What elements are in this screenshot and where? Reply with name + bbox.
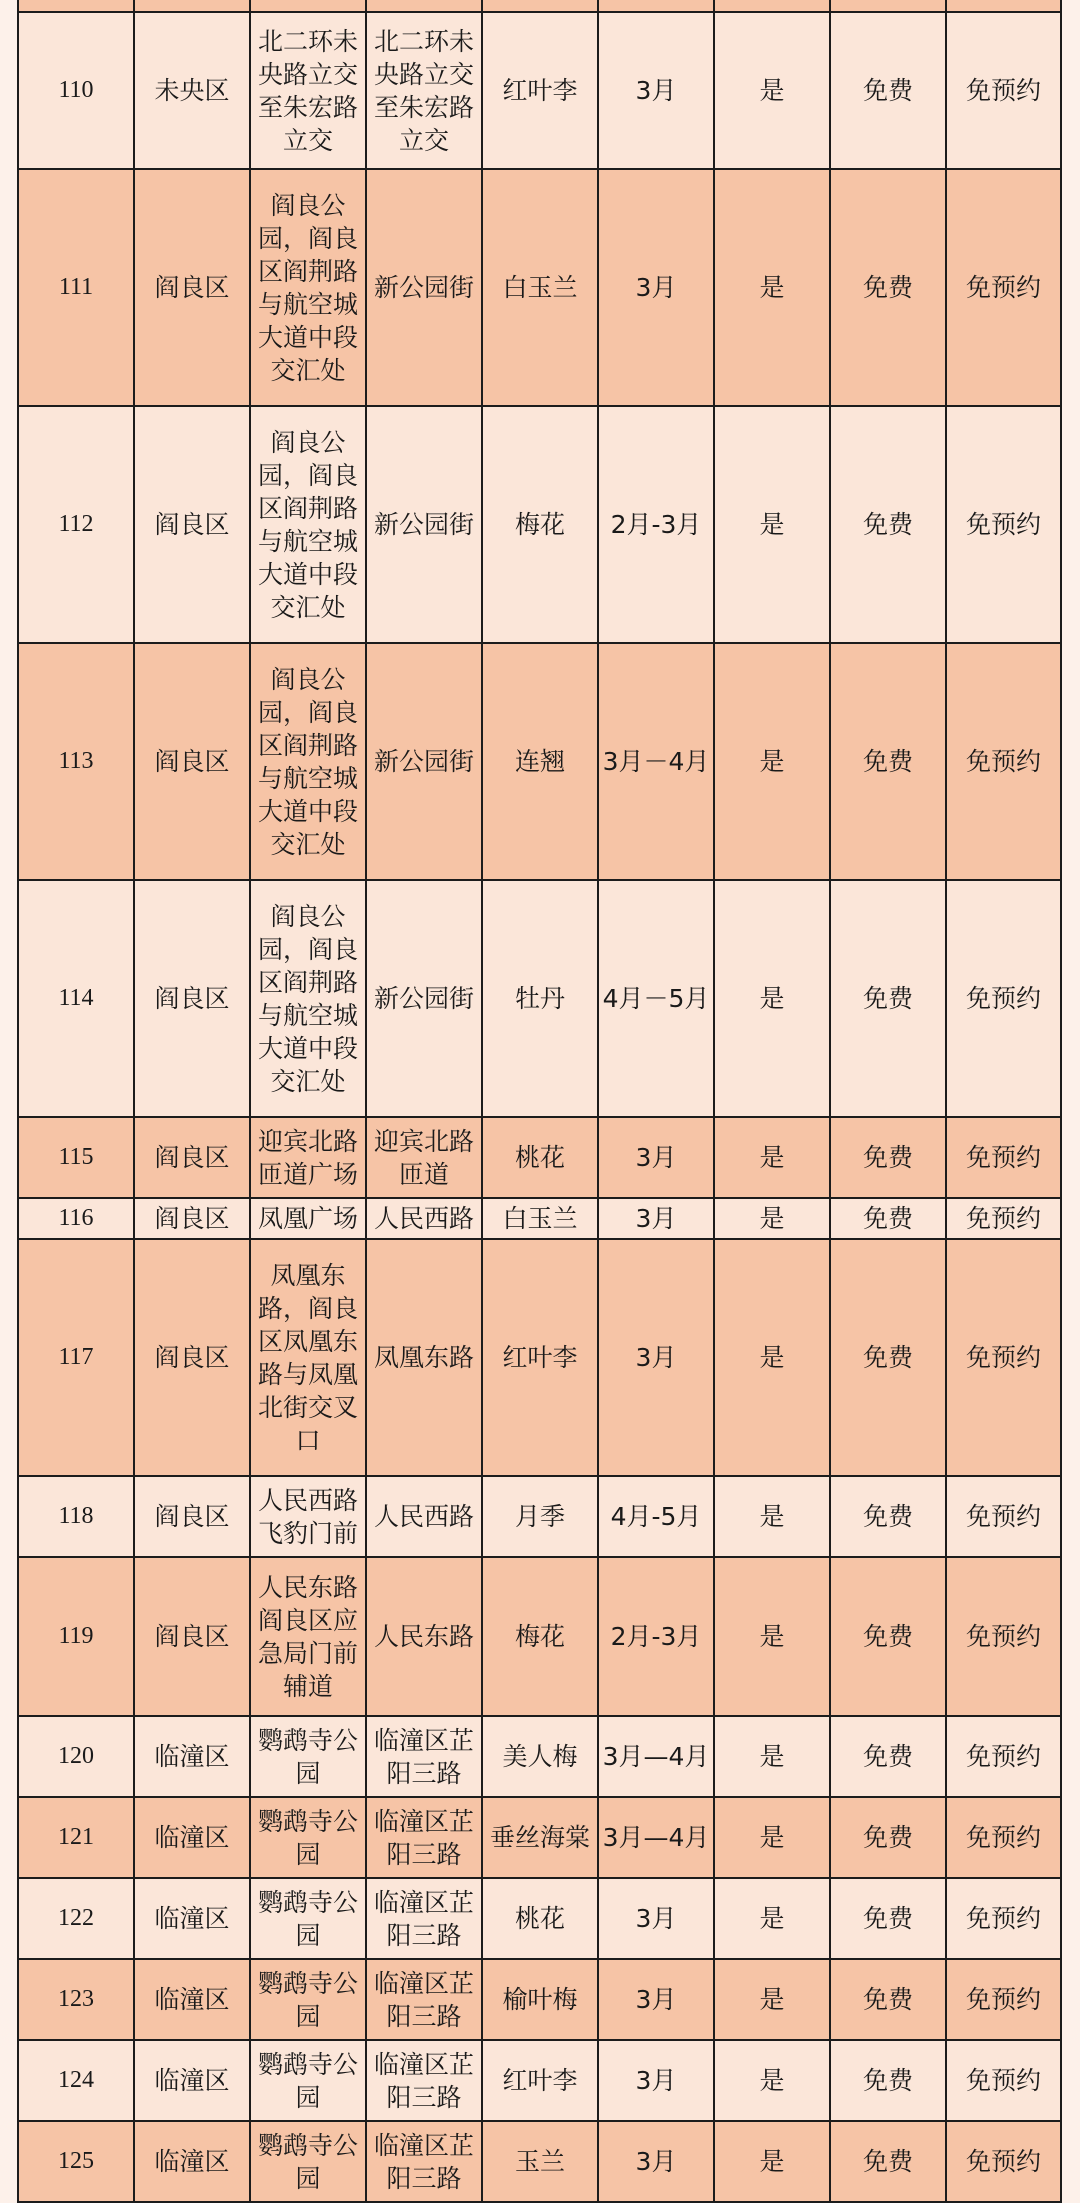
district-cell: 阎良区 <box>134 1557 250 1716</box>
table-row <box>18 1797 1061 1878</box>
bloom-period-cell: 3月 <box>598 1239 714 1476</box>
bloom-period-cell: 2月-3月 <box>598 406 714 643</box>
district-cell: 临潼区 <box>134 1716 250 1797</box>
plant-cell: 连翘 <box>482 643 598 880</box>
fee-cell: 免费 <box>830 1239 946 1476</box>
open-status-cell: 是 <box>714 169 830 406</box>
plant-cell: 红叶李 <box>482 2040 598 2121</box>
table-row <box>18 1878 1061 1959</box>
row-number-cell: 124 <box>18 2040 134 2121</box>
table-row <box>18 1117 1061 1198</box>
plant-cell: 白玉兰 <box>482 1198 598 1239</box>
bloom-period-cell: 3月 <box>598 12 714 169</box>
fee-cell: 免费 <box>830 1557 946 1716</box>
fee-cell: 免费 <box>830 1878 946 1959</box>
row-number-cell: 118 <box>18 1476 134 1557</box>
booking-cell: 免预约 <box>946 1797 1061 1878</box>
bloom-period-cell: 3月 <box>598 1959 714 2040</box>
booking-cell: 免预约 <box>946 12 1061 169</box>
row-number-cell: 116 <box>18 1198 134 1239</box>
fee-cell: 免费 <box>830 1476 946 1557</box>
table-row <box>18 880 1061 1117</box>
table-row <box>18 169 1061 406</box>
district-cell: 阎良区 <box>134 643 250 880</box>
location-cell: 阎良公园，阎良区阎荆路与航空城大道中段交汇处 <box>250 643 366 880</box>
street-cell: 临潼区芷阳三路 <box>366 2040 482 2121</box>
plant-cell: 美人梅 <box>482 1716 598 1797</box>
district-cell: 临潼区 <box>134 2121 250 2202</box>
flower-viewing-table <box>17 0 1062 2203</box>
open-status-cell: 是 <box>714 1557 830 1716</box>
booking-cell: 免预约 <box>946 1476 1061 1557</box>
row-number-cell: 111 <box>18 169 134 406</box>
booking-cell: 免预约 <box>946 643 1061 880</box>
district-cell: 阎良区 <box>134 169 250 406</box>
open-status-cell: 是 <box>714 1476 830 1557</box>
street-cell: 迎宾北路匝道 <box>366 1117 482 1198</box>
table-row <box>18 1716 1061 1797</box>
street-cell: 临潼区芷阳三路 <box>366 1878 482 1959</box>
booking-cell: 免预约 <box>946 1959 1061 2040</box>
street-cell: 临潼区芷阳三路 <box>366 1959 482 2040</box>
street-cell: 新公园街 <box>366 406 482 643</box>
street-cell: 临潼区芷阳三路 <box>366 2121 482 2202</box>
district-cell: 临潼区 <box>134 1797 250 1878</box>
street-cell: 北二环未央路立交至朱宏路立交 <box>366 12 482 169</box>
street-cell: 人民西路 <box>366 1476 482 1557</box>
table-row <box>18 1198 1061 1239</box>
table-row-partial <box>18 0 1061 12</box>
table-row <box>18 12 1061 169</box>
row-number-cell: 117 <box>18 1239 134 1476</box>
location-cell: 鹦鹉寺公园 <box>250 1959 366 2040</box>
open-status-cell: 是 <box>714 1239 830 1476</box>
plant-cell: 红叶李 <box>482 12 598 169</box>
table-row <box>18 406 1061 643</box>
location-cell: 鹦鹉寺公园 <box>250 1878 366 1959</box>
booking-cell: 免预约 <box>946 1198 1061 1239</box>
booking-cell: 免预约 <box>946 880 1061 1117</box>
fee-cell: 免费 <box>830 2121 946 2202</box>
table-row <box>18 643 1061 880</box>
booking-cell: 免预约 <box>946 1557 1061 1716</box>
open-status-cell: 是 <box>714 880 830 1117</box>
plant-cell: 垂丝海棠 <box>482 1797 598 1878</box>
street-cell: 凤凰东路 <box>366 1239 482 1476</box>
plant-cell: 红叶李 <box>482 1239 598 1476</box>
booking-cell: 免预约 <box>946 2121 1061 2202</box>
street-cell: 临潼区芷阳三路 <box>366 1716 482 1797</box>
plant-cell: 玉兰 <box>482 2121 598 2202</box>
location-cell: 凤凰广场 <box>250 1198 366 1239</box>
fee-cell: 免费 <box>830 406 946 643</box>
booking-cell: 免预约 <box>946 2040 1061 2121</box>
fee-cell: 免费 <box>830 1716 946 1797</box>
district-cell: 阎良区 <box>134 1239 250 1476</box>
open-status-cell: 是 <box>714 1797 830 1878</box>
location-cell: 鹦鹉寺公园 <box>250 2121 366 2202</box>
location-cell: 鹦鹉寺公园 <box>250 1716 366 1797</box>
open-status-cell: 是 <box>714 406 830 643</box>
bloom-period-cell: 4月－5月 <box>598 880 714 1117</box>
booking-cell: 免预约 <box>946 169 1061 406</box>
fee-cell: 免费 <box>830 1959 946 2040</box>
fee-cell: 免费 <box>830 643 946 880</box>
open-status-cell: 是 <box>714 2040 830 2121</box>
table-row <box>18 1959 1061 2040</box>
row-number-cell: 110 <box>18 12 134 169</box>
row-number-cell: 120 <box>18 1716 134 1797</box>
row-number-cell: 113 <box>18 643 134 880</box>
plant-cell: 桃花 <box>482 1117 598 1198</box>
district-cell: 阎良区 <box>134 1198 250 1239</box>
row-number-cell: 125 <box>18 2121 134 2202</box>
location-cell: 阎良公园，阎良区阎荆路与航空城大道中段交汇处 <box>250 406 366 643</box>
bloom-period-cell: 3月 <box>598 1117 714 1198</box>
bloom-period-cell: 3月 <box>598 2040 714 2121</box>
street-cell: 新公园街 <box>366 643 482 880</box>
plant-cell: 榆叶梅 <box>482 1959 598 2040</box>
plant-cell: 桃花 <box>482 1878 598 1959</box>
booking-cell: 免预约 <box>946 1239 1061 1476</box>
table-body <box>18 0 1061 2202</box>
street-cell: 人民西路 <box>366 1198 482 1239</box>
district-cell: 阎良区 <box>134 1476 250 1557</box>
street-cell: 新公园街 <box>366 169 482 406</box>
location-cell: 阎良公园，阎良区阎荆路与航空城大道中段交汇处 <box>250 880 366 1117</box>
street-cell: 人民东路 <box>366 1557 482 1716</box>
table-row <box>18 1239 1061 1476</box>
row-number-cell: 121 <box>18 1797 134 1878</box>
fee-cell: 免费 <box>830 12 946 169</box>
street-cell: 临潼区芷阳三路 <box>366 1797 482 1878</box>
bloom-period-cell: 3月 <box>598 169 714 406</box>
plant-cell: 梅花 <box>482 406 598 643</box>
fee-cell: 免费 <box>830 1797 946 1878</box>
open-status-cell: 是 <box>714 1198 830 1239</box>
table-row <box>18 2040 1061 2121</box>
fee-cell: 免费 <box>830 169 946 406</box>
table-row <box>18 1557 1061 1716</box>
bloom-period-cell: 3月—4月 <box>598 1797 714 1878</box>
row-number-cell: 119 <box>18 1557 134 1716</box>
plant-cell: 白玉兰 <box>482 169 598 406</box>
plant-cell: 月季 <box>482 1476 598 1557</box>
booking-cell: 免预约 <box>946 406 1061 643</box>
open-status-cell: 是 <box>714 1117 830 1198</box>
row-number-cell: 122 <box>18 1878 134 1959</box>
row-number-cell: 112 <box>18 406 134 643</box>
plant-cell: 牡丹 <box>482 880 598 1117</box>
bloom-period-cell: 3月—4月 <box>598 1716 714 1797</box>
fee-cell: 免费 <box>830 2040 946 2121</box>
table-container <box>17 0 1060 2193</box>
open-status-cell: 是 <box>714 1959 830 2040</box>
open-status-cell: 是 <box>714 1878 830 1959</box>
location-cell: 凤凰东路，阎良区凤凰东路与凤凰北街交叉口 <box>250 1239 366 1476</box>
row-number-cell: 123 <box>18 1959 134 2040</box>
row-number-cell: 114 <box>18 880 134 1117</box>
location-cell: 鹦鹉寺公园 <box>250 1797 366 1878</box>
open-status-cell: 是 <box>714 12 830 169</box>
location-cell: 人民东路阎良区应急局门前辅道 <box>250 1557 366 1716</box>
table-row <box>18 2121 1061 2202</box>
location-cell: 鹦鹉寺公园 <box>250 2040 366 2121</box>
fee-cell: 免费 <box>830 880 946 1117</box>
open-status-cell: 是 <box>714 1716 830 1797</box>
plant-cell: 梅花 <box>482 1557 598 1716</box>
bloom-period-cell: 3月－4月 <box>598 643 714 880</box>
booking-cell: 免预约 <box>946 1716 1061 1797</box>
location-cell: 北二环未央路立交至朱宏路立交 <box>250 12 366 169</box>
open-status-cell: 是 <box>714 643 830 880</box>
district-cell: 未央区 <box>134 12 250 169</box>
fee-cell: 免费 <box>830 1198 946 1239</box>
location-cell: 阎良公园，阎良区阎荆路与航空城大道中段交汇处 <box>250 169 366 406</box>
street-cell: 新公园街 <box>366 880 482 1117</box>
fee-cell: 免费 <box>830 1117 946 1198</box>
location-cell: 人民西路飞豹门前 <box>250 1476 366 1557</box>
district-cell: 阎良区 <box>134 406 250 643</box>
district-cell: 临潼区 <box>134 2040 250 2121</box>
district-cell: 阎良区 <box>134 1117 250 1198</box>
district-cell: 阎良区 <box>134 880 250 1117</box>
bloom-period-cell: 4月-5月 <box>598 1476 714 1557</box>
booking-cell: 免预约 <box>946 1117 1061 1198</box>
bloom-period-cell: 3月 <box>598 1198 714 1239</box>
district-cell: 临潼区 <box>134 1959 250 2040</box>
bloom-period-cell: 3月 <box>598 2121 714 2202</box>
row-number-cell: 115 <box>18 1117 134 1198</box>
district-cell: 临潼区 <box>134 1878 250 1959</box>
booking-cell: 免预约 <box>946 1878 1061 1959</box>
open-status-cell: 是 <box>714 2121 830 2202</box>
bloom-period-cell: 3月 <box>598 1878 714 1959</box>
location-cell: 迎宾北路匝道广场 <box>250 1117 366 1198</box>
table-row <box>18 1476 1061 1557</box>
bloom-period-cell: 2月-3月 <box>598 1557 714 1716</box>
